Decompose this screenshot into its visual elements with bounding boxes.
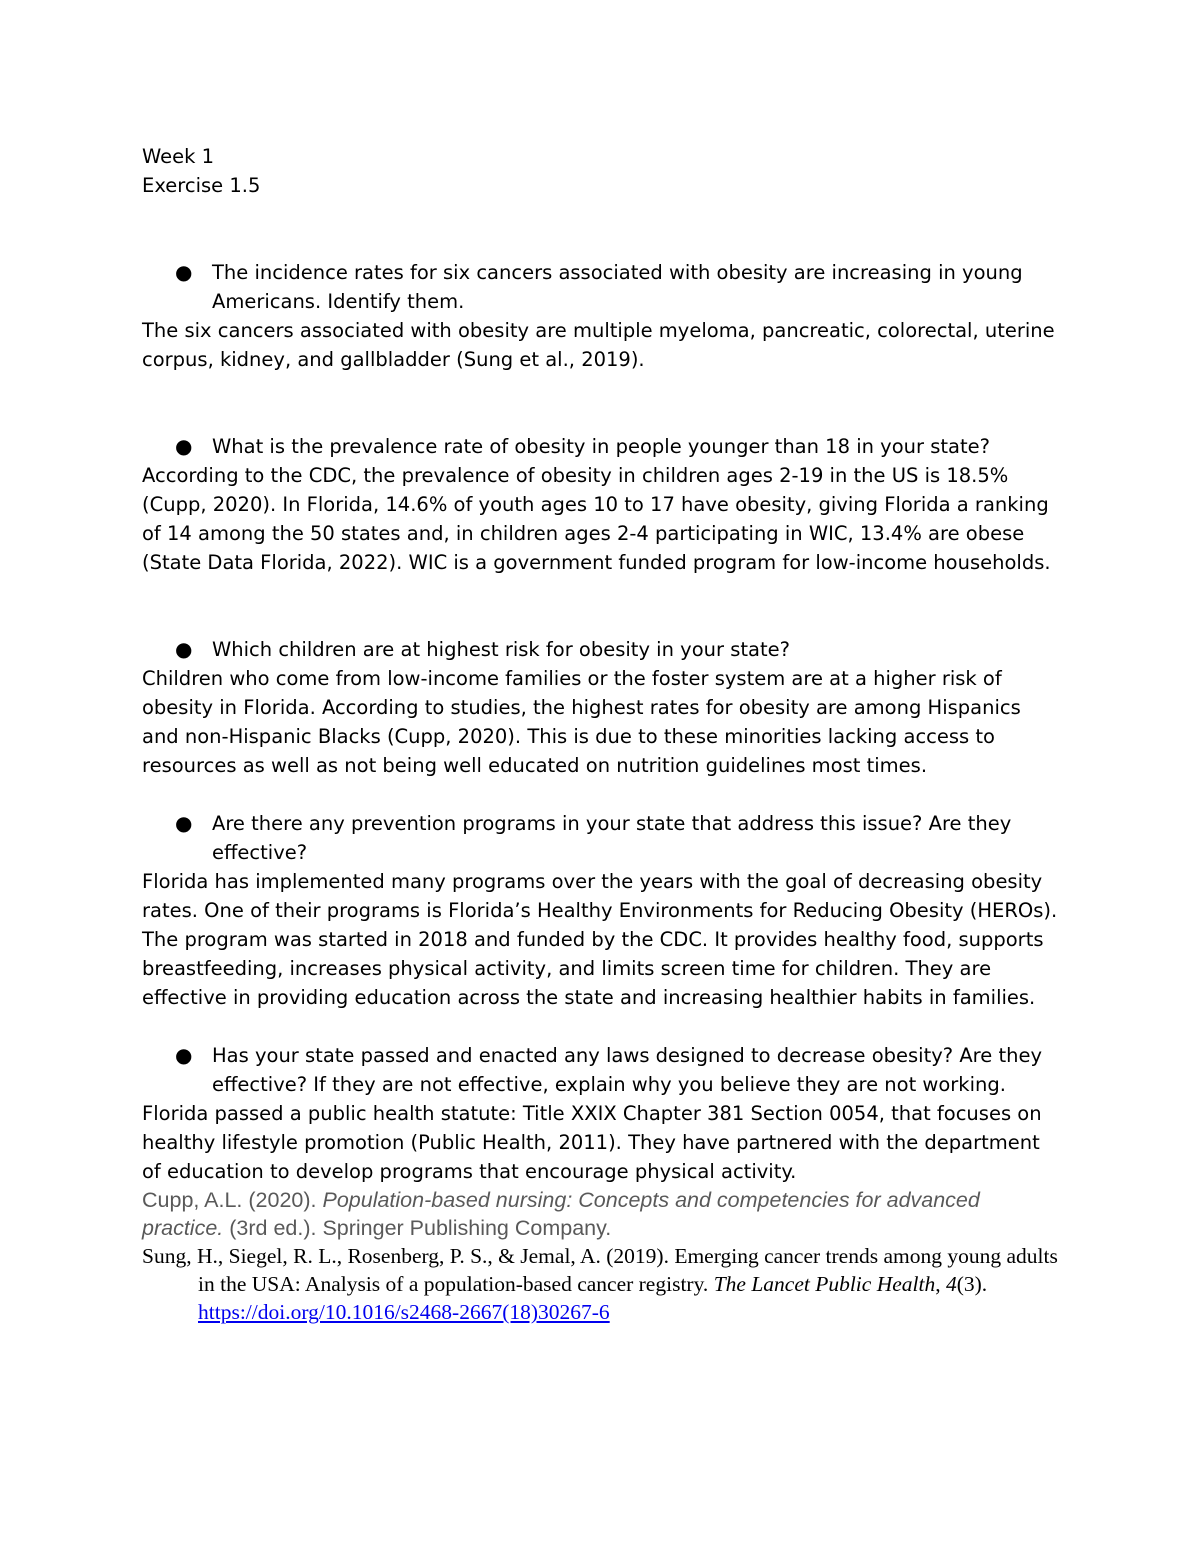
question-text: Which children are at highest risk for obesity in your state?: [212, 638, 790, 661]
question-text: What is the prevalence rate of obesity in people younger than 18 in your state?: [212, 435, 990, 458]
week-heading: Week 1: [142, 145, 215, 168]
question-3: [142, 635, 1062, 664]
bullet-icon: ●: [175, 811, 193, 835]
bullet-icon: ●: [175, 637, 193, 661]
question-text: Has your state passed and enacted any laws designed to decrease obesity? Are they effective? If they are not effective, explain why you believe they are not working.: [212, 1044, 1042, 1096]
bullet-icon: ●: [175, 260, 193, 284]
document-page: [142, 142, 1062, 1326]
reference-sung-issue: (3).: [956, 1272, 988, 1296]
answer-1: The six cancers associated with obesity are multiple myeloma, pancreatic, colorectal, uterine corpus, kidney, and gallbladder (Sung et al., 2019).: [142, 319, 1055, 371]
reference-cupp: [142, 1186, 1062, 1242]
reference-sung-sep: ,: [935, 1272, 946, 1296]
doi-link[interactable]: https://doi.org/10.1016/s2468-2667(18)30267-6: [198, 1300, 610, 1324]
reference-sung-authors: Sung, H., Siegel, R. L., Rosenberg, P. S., & Jemal, A. (2019). Emerging cancer trends among young adults in the USA: Analysis of a population-based cancer registry.: [142, 1244, 1058, 1296]
question-text: Are there any prevention programs in your state that address this issue? Are they effective?: [212, 812, 1012, 864]
question-1: [142, 258, 1062, 316]
answer-3: Children who come from low-income families or the foster system are at a higher risk of obesity in Florida. According to studies, the highest rates for obesity are among Hispanics and non-Hispanic Blacks (Cupp, 2020). This is due to these minorities lacking access to resources as well as not being well educated on nutrition guidelines most times.: [142, 667, 1021, 777]
bullet-icon: ●: [175, 1043, 193, 1067]
reference-cupp-authors: Cupp, A.L. (2020).: [142, 1188, 323, 1212]
question-text: The incidence rates for six cancers associated with obesity are increasing in young Americans. Identify them.: [212, 261, 1023, 313]
reference-sung: [142, 1242, 1062, 1326]
reference-sung-volume: 4: [945, 1272, 957, 1296]
bullet-icon: ●: [175, 434, 193, 458]
reference-cupp-title: Population-based nursing: Concepts and competencies for advanced practice.: [142, 1188, 980, 1240]
reference-sung-journal: The Lancet Public Health: [713, 1272, 936, 1296]
exercise-heading: Exercise 1.5: [142, 174, 261, 197]
answer-2: According to the CDC, the prevalence of obesity in children ages 2-19 in the US is 18.5% (Cupp, 2020). In Florida, 14.6% of youth ages 10 to 17 have obesity, giving Florida a ranking of 14 among the 50 states and, in children ages 2-4 participating in WIC, 13.4% are obese (State Data Florida, 2022). WIC is a government funded program for low-income households.: [142, 464, 1051, 574]
question-2: [142, 432, 1062, 461]
reference-cupp-rest: (3rd ed.). Springer Publishing Company.: [223, 1216, 612, 1240]
answer-4: Florida has implemented many programs over the years with the goal of decreasing obesity rates. One of their programs is Florida’s Healthy Environments for Reducing Obesity (HEROs). The program was started in 2018 and funded by the CDC. It provides healthy food, supports breastfeeding, increases physical activity, and limits screen time for children. They are effective in providing education across the state and increasing healthier habits in families.: [142, 870, 1058, 1009]
question-5: [142, 1041, 1062, 1099]
answer-5: Florida passed a public health statute: Title XXIX Chapter 381 Section 0054, that focuses on healthy lifestyle promotion (Public Health, 2011). They have partnered with the department of education to develop programs that encourage physical activity.: [142, 1102, 1042, 1183]
question-4: [142, 809, 1062, 867]
